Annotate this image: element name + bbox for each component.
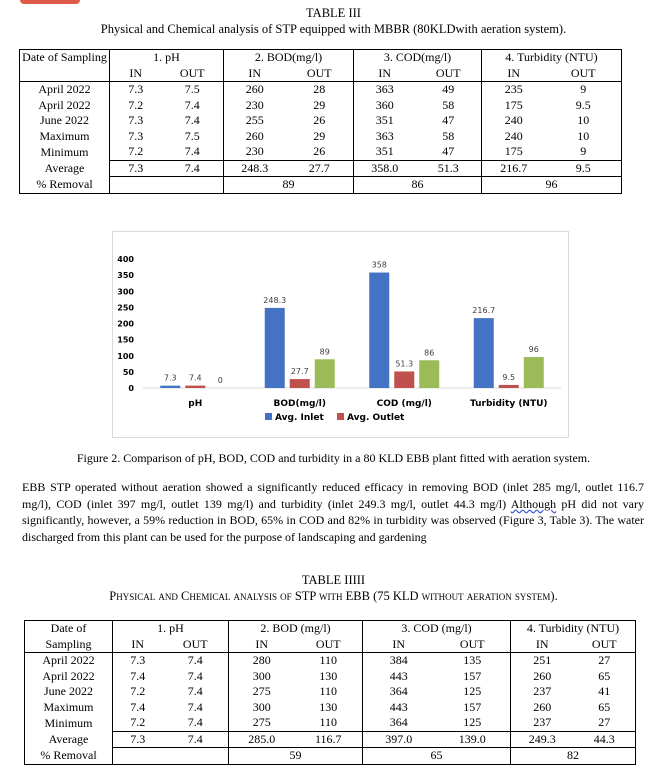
table-cell: 7.4 [162, 160, 224, 177]
table-cell: 285.0 [229, 731, 295, 748]
table-cell: 7.2 [130, 684, 146, 699]
table-cell: 7.4 [163, 700, 229, 716]
table-cell: 58 [416, 98, 482, 114]
row-label: April 2022 [25, 669, 113, 685]
bar [160, 386, 180, 388]
table3-turbidity-header: 4. Turbidity (NTU) [482, 50, 622, 66]
table-cell: 364 [389, 715, 408, 730]
paragraph-text-2: pH did not vary significantly, however, a 59% reduction in BOD, 65% in COD and 82% in turbidity was observed (Figure 3, Table 3). The water discharged from this plant can be used for the purpose of landscaping and gardening [22, 496, 645, 544]
table-cell: 7.3 [130, 653, 146, 668]
table-cell: 360 [375, 97, 394, 112]
table-cell: 27 [574, 653, 636, 669]
data-label: 358 [371, 260, 387, 270]
removal-ph [113, 748, 229, 765]
table-cell: 7.3 [128, 128, 144, 143]
table3-date-header: Date of Sampling [20, 50, 110, 66]
bar [185, 386, 205, 388]
data-label: 7.4 [188, 373, 202, 383]
bar [369, 273, 389, 388]
table-cell: 44.3 [574, 731, 636, 748]
table3-ph-header: 1. pH [110, 50, 224, 66]
removal-bod: 59 [229, 748, 363, 765]
table4-bod-header: 2. BOD (mg/l) [229, 621, 363, 637]
removal-bod: 89 [224, 177, 354, 194]
table-row [20, 144, 622, 160]
table3-in-header: IN [110, 66, 162, 82]
table-cell: 175 [504, 97, 523, 112]
table-row [25, 731, 636, 748]
x-category-label: Turbidity (NTU) [469, 399, 548, 409]
row-label: Minimum [25, 715, 113, 731]
y-tick-label: 0 [128, 384, 134, 393]
bar [499, 385, 519, 388]
table-row [25, 653, 636, 669]
table4-date-subheader: Sampling [25, 637, 113, 653]
table3-out-header: OUT [162, 66, 224, 82]
table-cell: 363 [375, 128, 394, 143]
table-cell: 10 [546, 129, 622, 145]
row-label: April 2022 [25, 653, 113, 669]
table-cell: 41 [574, 684, 636, 700]
table-cell: 7.4 [163, 684, 229, 700]
table3-cod-header: 3. COD(mg/l) [354, 50, 482, 66]
table-cell: 10 [546, 113, 622, 129]
table-cell: 7.3 [113, 731, 163, 748]
table-cell: 116.7 [295, 731, 363, 748]
table4-out-header: OUT [295, 637, 363, 653]
table4-title: Physical and Chemical analysis of STP with EBB (75 KLD without aeration system). [109, 589, 558, 603]
table4-in-header: IN [363, 637, 435, 653]
paragraph-spellcheck-word: Although [510, 496, 557, 511]
row-label: Minimum [20, 144, 110, 160]
table-cell: 28 [286, 82, 354, 98]
table-cell: 364 [389, 684, 408, 699]
data-label: 7.3 [163, 373, 177, 383]
body-paragraph [22, 479, 644, 545]
table4-subheader-row [25, 637, 636, 653]
data-label: 89 [319, 347, 330, 357]
row-label: Average [20, 160, 110, 177]
data-label: 0 [217, 376, 223, 385]
removal-turbidity: 96 [482, 177, 622, 194]
table-cell: 7.4 [162, 98, 224, 114]
table-cell: 255 [245, 113, 264, 128]
table-cell: 9 [546, 82, 622, 98]
table-row [20, 160, 622, 177]
table3-out-header: OUT [546, 66, 622, 82]
header-decoration [20, 0, 80, 4]
table-cell: 157 [435, 700, 511, 716]
table3-bod-header: 2. BOD(mg/l) [224, 50, 354, 66]
table-cell: 7.3 [128, 82, 144, 97]
data-label: 27.7 [290, 367, 309, 377]
table3-label: TABLE III [306, 6, 361, 20]
table-cell: 260 [245, 82, 264, 97]
table-cell: 47 [416, 113, 482, 129]
table-cell: 248.3 [224, 160, 286, 177]
table-cell: 300 [252, 668, 271, 683]
table-cell: 216.7 [482, 160, 546, 177]
removal-cod: 65 [363, 748, 511, 765]
x-category-label: BOD(mg/l) [273, 399, 326, 409]
table-cell: 230 [245, 97, 264, 112]
table-cell: 384 [389, 653, 408, 668]
table-cell: 7.5 [162, 82, 224, 98]
table3-in-header: IN [482, 66, 546, 82]
bar [315, 359, 335, 388]
table3-removal-row [20, 177, 622, 194]
table-cell: 51.3 [416, 160, 482, 177]
table-cell: 237 [533, 715, 552, 730]
table-cell: 249.3 [511, 731, 574, 748]
table4-out-header: OUT [435, 637, 511, 653]
table3 [19, 49, 622, 194]
table3-in-header: IN [224, 66, 286, 82]
table-cell: 65 [574, 669, 636, 685]
removal-label: % Removal [20, 177, 110, 194]
table-cell: 29 [286, 98, 354, 114]
table-row [25, 684, 636, 700]
table-cell: 443 [389, 699, 408, 714]
table-cell: 47 [416, 144, 482, 160]
y-tick-label: 250 [117, 303, 134, 313]
row-label: Average [25, 731, 113, 748]
table-cell: 351 [375, 144, 394, 159]
table-cell: 7.4 [162, 113, 224, 129]
removal-label: % Removal [25, 748, 113, 765]
table-cell: 29 [286, 129, 354, 145]
y-tick-label: 350 [117, 271, 134, 281]
table4-turbidity-header: 4. Turbidity (NTU) [511, 621, 636, 637]
table-cell: 7.4 [163, 731, 229, 748]
legend-label: Avg. Inlet [275, 413, 324, 423]
table4-out-header: OUT [163, 637, 229, 653]
table-cell: 251 [533, 653, 552, 668]
y-tick-label: 150 [117, 335, 134, 345]
table-row [20, 82, 622, 98]
y-tick-label: 300 [117, 287, 134, 297]
table4-out-header: OUT [574, 637, 636, 653]
bar [290, 379, 310, 388]
figure2-chart [112, 231, 569, 438]
table-cell: 26 [286, 144, 354, 160]
bar [474, 318, 494, 388]
table-cell: 125 [435, 684, 511, 700]
table-cell: 7.4 [163, 715, 229, 731]
table-cell: 49 [416, 82, 482, 98]
table-row [20, 98, 622, 114]
table4-ph-header: 1. pH [113, 621, 229, 637]
data-label: 216.7 [472, 306, 496, 316]
table-cell: 397.0 [363, 731, 435, 748]
table3-out-header: OUT [286, 66, 354, 82]
table-cell: 260 [245, 128, 264, 143]
table-cell: 7.3 [128, 113, 144, 128]
table-cell: 130 [295, 669, 363, 685]
table-cell: 157 [435, 669, 511, 685]
table-cell: 351 [375, 113, 394, 128]
paragraph-text-1: EBB STP operated without aeration showed a significantly reduced efficacy in removing BOD (inlet 285 mg/l, outlet 116.7 mg/l), COD (inlet 397 mg/l, outlet 139 mg/l) and turbidity (inlet 249.3 mg/l, outlet 44.3 mg/l) [22, 480, 644, 511]
table-cell: 7.2 [128, 144, 144, 159]
table4-label: TABLE IIIII [301, 573, 366, 587]
table-cell: 237 [533, 684, 552, 699]
table-cell: 110 [295, 653, 363, 669]
table-cell: 300 [252, 699, 271, 714]
table4-in-header: IN [511, 637, 574, 653]
table3-subheader-row [20, 66, 622, 82]
table4-in-header: IN [229, 637, 295, 653]
table-cell: 260 [533, 699, 552, 714]
table-cell: 7.2 [130, 715, 146, 730]
table-cell: 260 [533, 668, 552, 683]
y-tick-label: 50 [122, 367, 134, 377]
table-cell: 7.3 [110, 160, 162, 177]
table-cell: 363 [375, 82, 394, 97]
figure2-caption: Figure 2. Comparison of pH, BOD, COD and turbidity in a 80 KLD EBB plant fitted with aeration system. [76, 451, 591, 465]
table-cell: 26 [286, 113, 354, 129]
table-cell: 280 [252, 653, 271, 668]
y-tick-label: 200 [117, 319, 134, 329]
table-cell: 240 [504, 128, 523, 143]
row-label: Maximum [20, 129, 110, 145]
table-cell: 58 [416, 129, 482, 145]
table4-in-header: IN [113, 637, 163, 653]
table4-removal-row [25, 748, 636, 765]
table4 [24, 620, 636, 765]
table-cell: 9.5 [546, 160, 622, 177]
removal-turbidity: 82 [511, 748, 636, 765]
bar [419, 360, 439, 388]
y-tick-label: 400 [117, 255, 134, 264]
data-label: 248.3 [263, 295, 287, 305]
table-cell: 65 [574, 700, 636, 716]
table-row [25, 669, 636, 685]
legend-swatch [337, 413, 344, 420]
legend-swatch [265, 413, 272, 420]
table-cell: 130 [295, 700, 363, 716]
row-label: Maximum [25, 700, 113, 716]
bar [394, 371, 414, 388]
table-row [20, 129, 622, 145]
table-cell: 7.4 [163, 653, 229, 669]
table-cell: 175 [504, 144, 523, 159]
table-cell: 9.5 [546, 98, 622, 114]
table-row [25, 715, 636, 731]
data-label: 96 [528, 345, 539, 355]
legend-label: Avg. Outlet [347, 413, 405, 423]
table-cell: 110 [295, 715, 363, 731]
table-cell: 125 [435, 715, 511, 731]
x-category-label: pH [188, 399, 203, 409]
table-cell: 110 [295, 684, 363, 700]
removal-cod: 86 [354, 177, 482, 194]
table-cell: 9 [546, 144, 622, 160]
table-cell: 240 [504, 113, 523, 128]
table-cell: 7.4 [130, 699, 146, 714]
table3-title: Physical and Chemical analysis of STP equipped with MBBR (80KLDwith aeration system). [100, 22, 567, 36]
y-tick-label: 100 [117, 351, 134, 361]
data-label: 86 [424, 348, 435, 358]
table-cell: 135 [435, 653, 511, 669]
table3-out-header: OUT [416, 66, 482, 82]
table-cell: 230 [245, 144, 264, 159]
removal-ph [110, 177, 224, 194]
row-label: June 2022 [20, 113, 110, 129]
row-label: April 2022 [20, 98, 110, 114]
table-row [20, 113, 622, 129]
table-cell: 7.4 [163, 669, 229, 685]
table-cell: 27 [574, 715, 636, 731]
bar [265, 308, 285, 388]
table-cell: 7.4 [162, 144, 224, 160]
data-label: 51.3 [395, 359, 414, 369]
table3-in-header: IN [354, 66, 416, 82]
bar [524, 357, 544, 388]
row-label: April 2022 [20, 82, 110, 98]
table-cell: 443 [389, 668, 408, 683]
table-cell: 7.5 [162, 129, 224, 145]
table4-date-header: Date of [25, 621, 113, 637]
table-cell: 358.0 [354, 160, 416, 177]
table-cell: 139.0 [435, 731, 511, 748]
table-cell: 7.2 [128, 97, 144, 112]
table3-date-subheader [20, 66, 110, 82]
table-cell: 27.7 [286, 160, 354, 177]
table4-cod-header: 3. COD (mg/l) [363, 621, 511, 637]
table-cell: 235 [504, 82, 523, 97]
bar-chart [113, 232, 568, 437]
table-row [25, 700, 636, 716]
row-label: June 2022 [25, 684, 113, 700]
table-cell: 7.4 [130, 668, 146, 683]
table-cell: 275 [252, 684, 271, 699]
data-label: 9.5 [502, 372, 516, 382]
table-cell: 275 [252, 715, 271, 730]
x-category-label: COD (mg/l) [376, 399, 432, 409]
